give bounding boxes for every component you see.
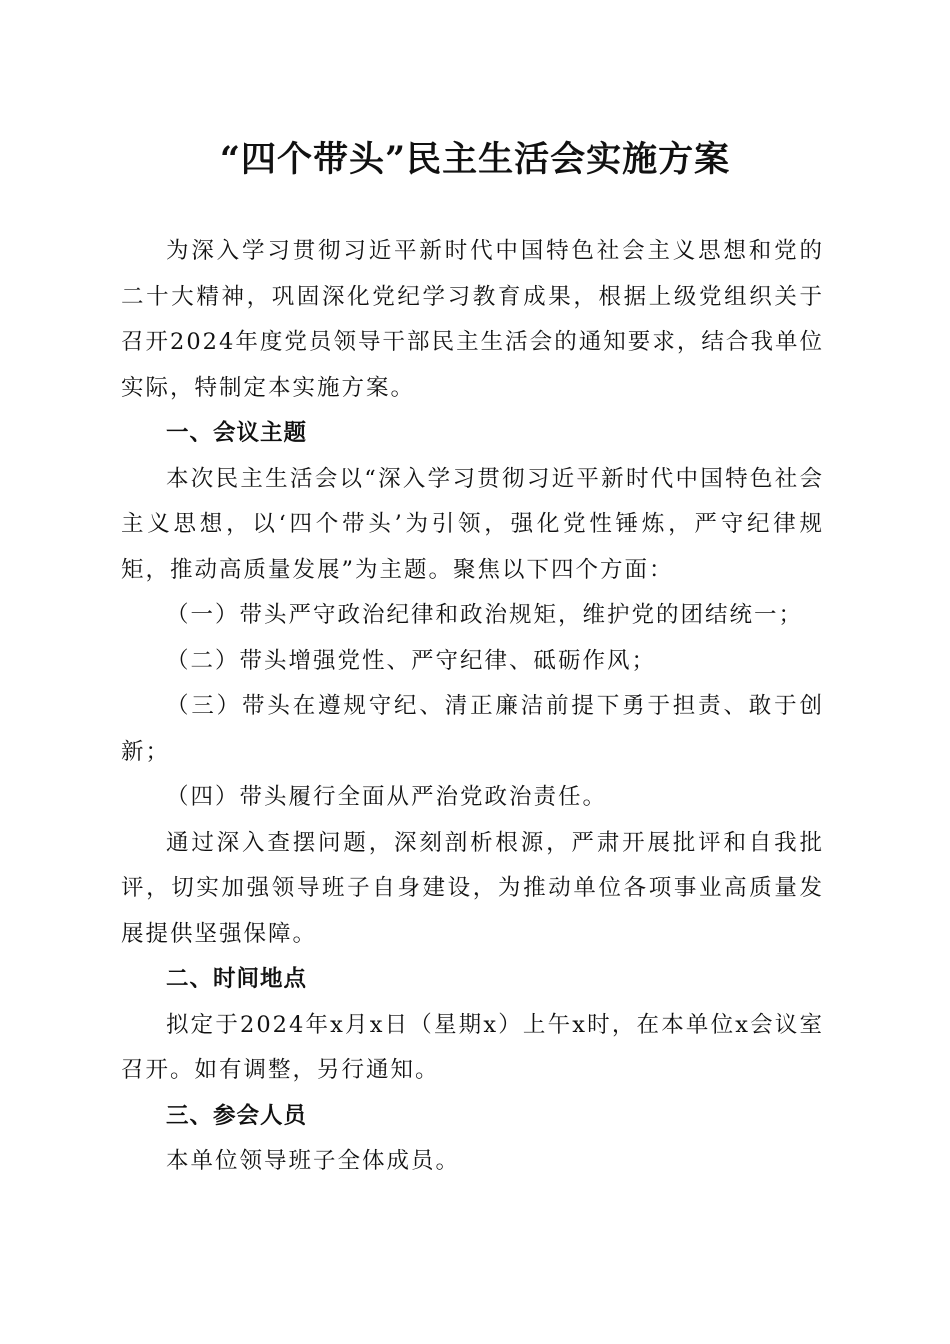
attendees-paragraph: 本单位领导班子全体成员。 <box>166 1148 461 1174</box>
theme-item-1: （一）带头严守政治纪律和政治规矩，维护党的团结统一； <box>166 602 804 628</box>
time-place-paragraph: 拟定于2024年x月x日（星期x）上午x时，在本单位x会议室召开。如有调整，另行通知。 <box>121 1011 824 1083</box>
intro-paragraph: 为深入学习贯彻习近平新时代中国特色社会主义思想和党的二十大精神，巩固深化党纪学习教育成果，根据上级党组织关于召开2024年度党员领导干部民主生活会的通知要求，结合我单位实际，特制定本实施方案。 <box>121 238 824 401</box>
section-heading-meeting-theme: 一、会议主题 <box>166 420 308 446</box>
meeting-theme-paragraph: 本次民主生活会以“深入学习贯彻习近平新时代中国特色社会主义思想，以‘四个带头’为引领，强化党性锤炼，严守纪律规矩，推动高质量发展”为主题。聚焦以下四个方面： <box>121 465 824 583</box>
theme-item-2: （二）带头增强党性、严守纪律、砥砺作风； <box>166 647 657 674</box>
theme-item-4: （四）带头履行全面从严治党政治责任。 <box>166 784 608 810</box>
document-body <box>121 229 824 1185</box>
section-heading-attendees: 三、参会人员 <box>166 1102 308 1129</box>
meeting-theme-closing-paragraph: 通过深入查摆问题，深刻剖析根源，严肃开展批评和自我批评，切实加强领导班子自身建设，为推动单位各项事业高质量发展提供坚强保障。 <box>121 829 824 947</box>
document-title: “四个带头”民主生活会实施方案 <box>219 139 731 180</box>
section-heading-time-place: 二、时间地点 <box>166 966 308 992</box>
theme-item-3: （三）带头在遵规守纪、清正廉洁前提下勇于担责、敢于创新； <box>121 693 824 765</box>
